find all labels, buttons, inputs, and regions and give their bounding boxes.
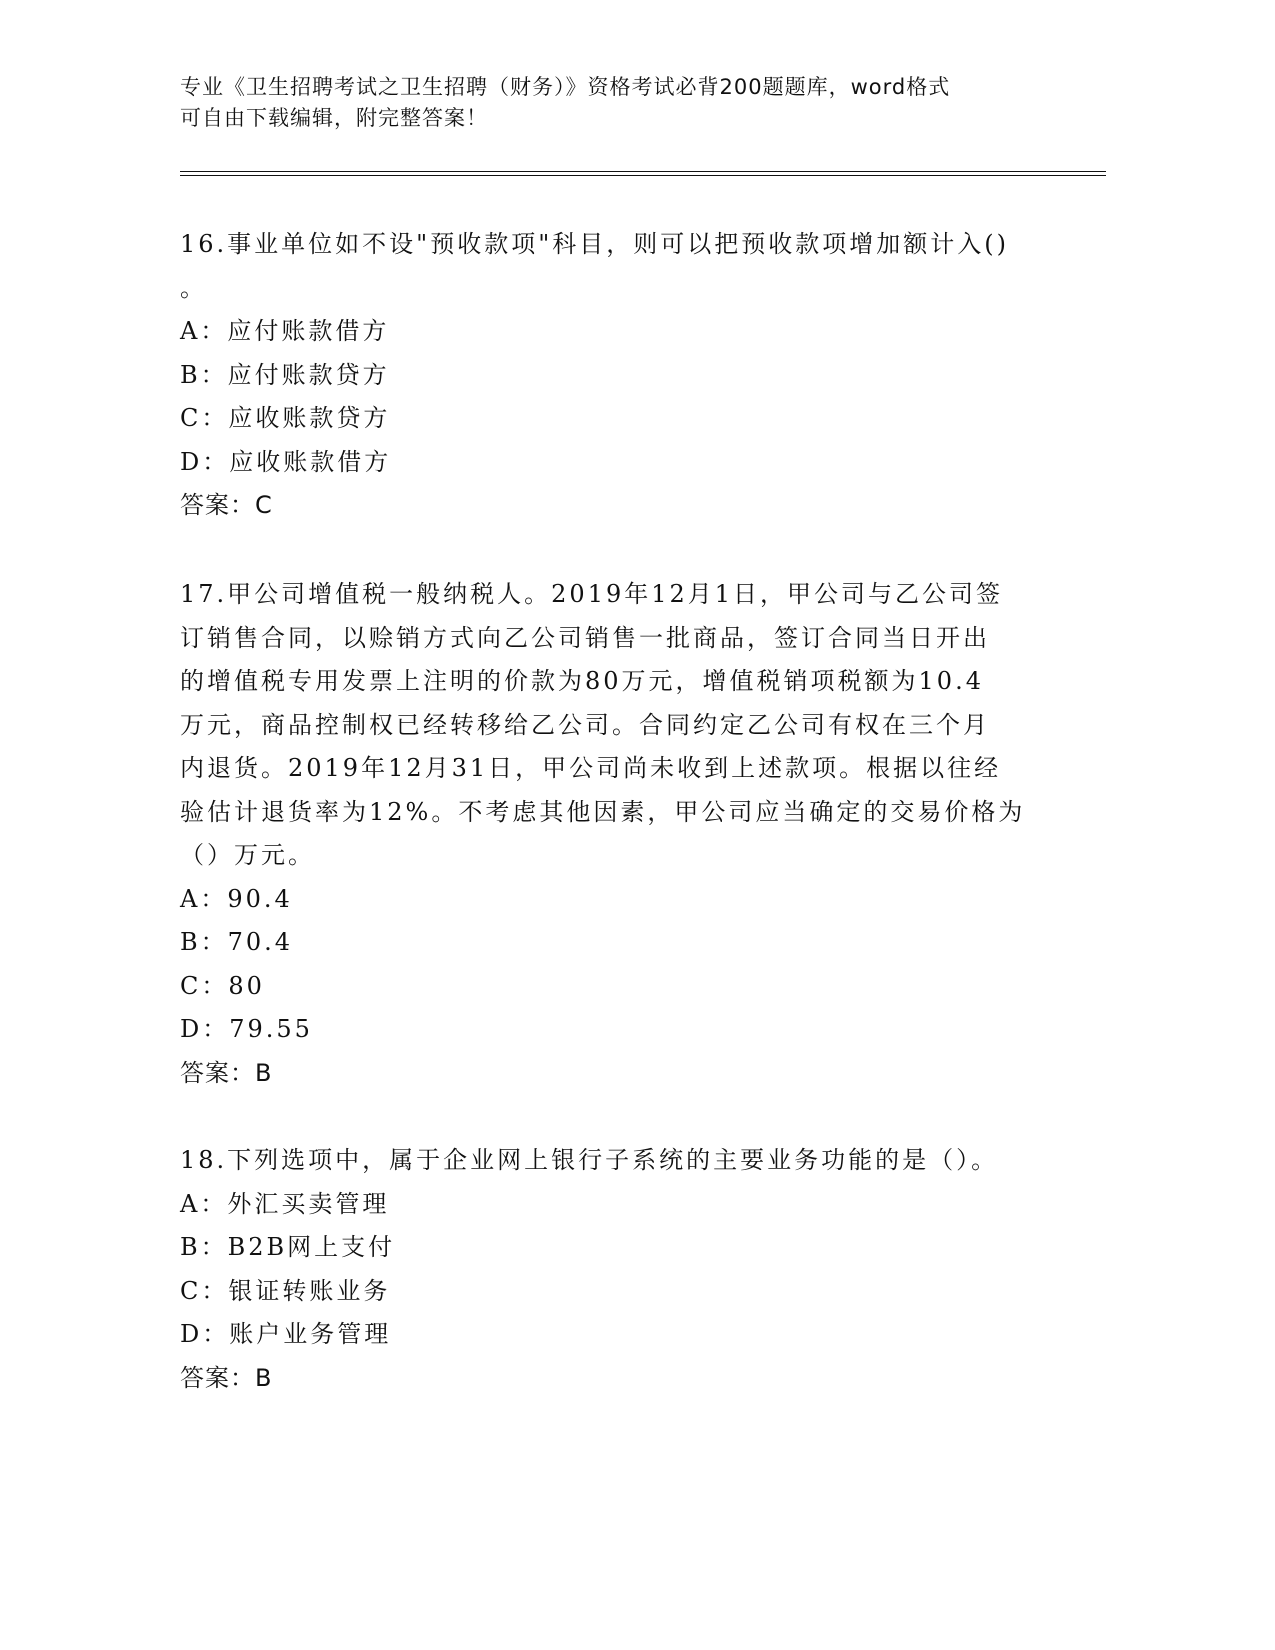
- question-stem-line: 内退货。2019年12月31日，甲公司尚未收到上述款项。根据以往经: [180, 754, 1002, 782]
- question-stem-line: 万元，商品控制权已经转移给乙公司。合同约定乙公司有权在三个月: [180, 710, 990, 739]
- question-stem-line: 验估计退货率为12%。不考虑其他因素，甲公司应当确定的交易价格为: [180, 797, 1026, 826]
- option-d: D：应收账款借方: [180, 447, 392, 476]
- question-stem-line: 的增值税专用发票上注明的价款为80万元，增值税销项税额为10.4: [180, 667, 984, 695]
- option-d: D：79.55: [180, 1015, 313, 1043]
- option-c: C：80: [180, 971, 265, 1000]
- option-a: A：外汇买卖管理: [180, 1189, 390, 1218]
- option-c: C：应收账款贷方: [180, 404, 391, 432]
- answer-line: 答案：B: [180, 1363, 273, 1392]
- header-line-2: 可自由下载编辑，附完整答案！: [180, 106, 488, 130]
- question-stem-line: 18.下列选项中，属于企业网上银行子系统的主要业务功能的是（）。: [180, 1146, 999, 1174]
- option-a: A：应付账款借方: [180, 317, 390, 345]
- document-header: [180, 72, 1040, 134]
- question-18: [180, 1139, 1035, 1400]
- question-16: [180, 223, 1035, 528]
- question-stem-line: 16.事业单位如不设"预收款项"科目，则可以把预收款项增加额计入(): [180, 230, 1009, 258]
- answer-line: 答案：C: [180, 491, 273, 519]
- header-line-1: 专业《卫生招聘考试之卫生招聘（财务）》资格考试必背200题题库，word格式: [180, 75, 951, 99]
- option-d: D：账户业务管理: [180, 1320, 392, 1348]
- question-stem-line: （）万元。: [180, 841, 315, 869]
- header-divider-bottom: [180, 175, 1106, 176]
- option-b: B：应付账款贷方: [180, 360, 390, 389]
- answer-line: 答案：B: [180, 1058, 273, 1087]
- option-b: B：70.4: [180, 928, 294, 956]
- question-stem-line: 订销售合同，以赊销方式向乙公司销售一批商品，签订合同当日开出: [180, 623, 990, 652]
- question-stem-line: 17.甲公司增值税一般纳税人。2019年12月1日，甲公司与乙公司签: [180, 580, 1004, 608]
- header-divider-top: [180, 171, 1106, 172]
- option-c: C：银证转账业务: [180, 1276, 391, 1305]
- question-stem-line: 。: [180, 273, 207, 302]
- option-b: B：B2B网上支付: [180, 1233, 396, 1261]
- option-a: A：90.4: [180, 884, 293, 913]
- question-17: [180, 573, 1035, 1095]
